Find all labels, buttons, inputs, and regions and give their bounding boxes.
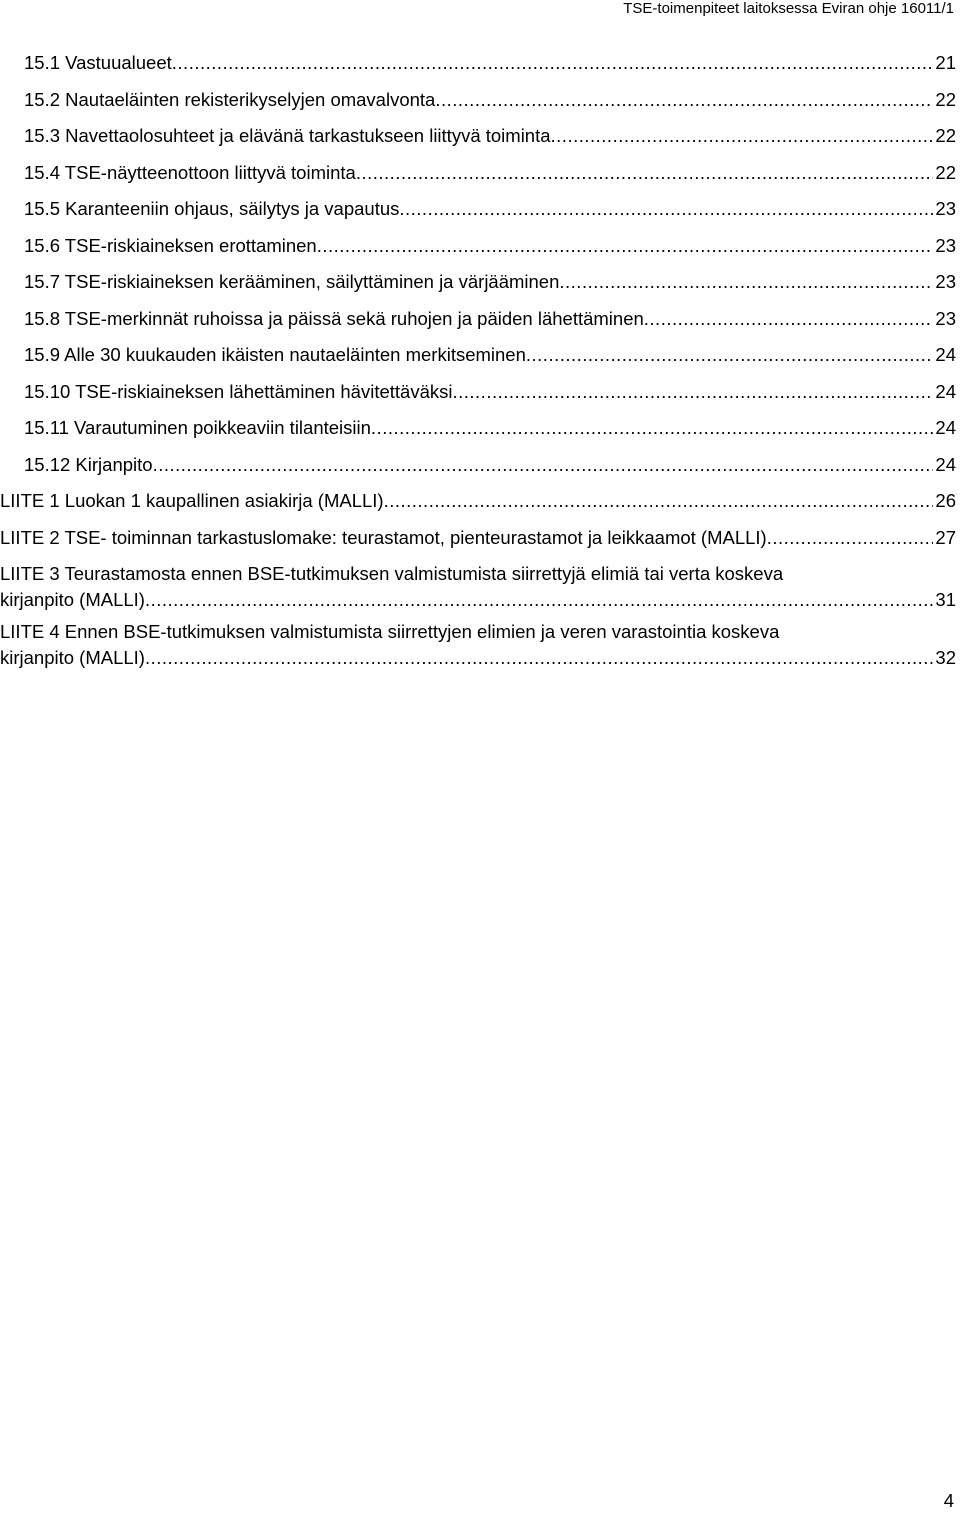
toc-entry-page: 32: [935, 647, 956, 668]
dot-leader: [145, 645, 933, 671]
toc-entry-title-line2: kirjanpito (MALLI): [0, 647, 145, 668]
dot-leader: [145, 587, 933, 613]
toc-entry-title: 15.11 Varautuminen poikkeaviin tilanteisiin: [24, 417, 371, 438]
toc-entry-page: 22: [935, 161, 956, 183]
toc-entry-title: 15.6 TSE-riskiaineksen erottaminen: [24, 234, 317, 256]
toc-entry-title: 15.2 Nautaeläinten rekisterikyselyjen omavalvonta: [24, 88, 436, 110]
toc-entry[interactable]: [0, 415, 956, 452]
toc-entry-title: 15.5 Karanteeniin ohjaus, säilytys ja vapautus: [24, 198, 400, 219]
toc-entry-page: 21: [935, 52, 956, 73]
toc-entry[interactable]: [0, 123, 956, 160]
toc-entry-title: 15.12 Kirjanpito: [24, 453, 153, 475]
dot-leader: [452, 379, 933, 405]
dot-leader: [172, 50, 934, 76]
toc-entry-page: 31: [935, 589, 956, 610]
toc-entry-title: 15.4 TSE-näytteenottoon liittyvä toiminta: [24, 161, 356, 183]
toc-entry-page: 24: [935, 417, 956, 438]
dot-leader: [767, 525, 934, 551]
toc-entry-title-line1: LIITE 4 Ennen BSE-tutkimuksen valmistumista siirrettyjen elimien ja veren varastointia koskeva: [0, 621, 780, 642]
toc-entry-title: 15.3 Navettaolosuhteet ja elävänä tarkastukseen liittyvä toiminta: [24, 125, 551, 146]
dot-leader: [526, 342, 934, 368]
dot-leader: [153, 452, 934, 478]
running-header: TSE-toimenpiteet laitoksessa Eviran ohje 16011/1: [623, 0, 954, 17]
toc-entry-title: LIITE 1 Luokan 1 kaupallinen asiakirja (MALLI): [0, 490, 384, 511]
toc-entry-page: 24: [935, 380, 956, 402]
toc-entry[interactable]: [0, 160, 956, 197]
toc-entry-page: 27: [935, 526, 956, 548]
toc-entry-page: 23: [935, 234, 956, 256]
toc-entry-page: 22: [935, 88, 956, 110]
toc-appendix-entry[interactable]: [0, 619, 956, 677]
dot-leader: [384, 488, 934, 514]
table-of-contents: [0, 50, 956, 677]
dot-leader: [435, 87, 933, 113]
toc-appendix-entry[interactable]: [0, 488, 956, 525]
toc-entry-page: 23: [935, 271, 956, 292]
dot-leader: [371, 415, 934, 441]
toc-entry-title: LIITE 2 TSE- toiminnan tarkastuslomake: teurastamot, pienteurastamot ja leikkaamot (MALLI): [0, 526, 767, 548]
toc-entry-title: 15.9 Alle 30 kuukauden ikäisten nautaeläinten merkitseminen: [24, 344, 526, 365]
toc-entry[interactable]: [0, 379, 956, 416]
toc-entry-page: 24: [935, 453, 956, 475]
dot-leader: [356, 160, 934, 186]
toc-entry[interactable]: [0, 233, 956, 270]
toc-entry[interactable]: [0, 269, 956, 306]
dot-leader: [644, 306, 934, 332]
toc-entry-page: 26: [935, 490, 956, 511]
toc-entry-title: 15.1 Vastuualueet: [24, 52, 172, 73]
dot-leader: [399, 196, 933, 222]
toc-entry[interactable]: [0, 50, 956, 87]
toc-entry[interactable]: [0, 87, 956, 124]
toc-entry-page: 22: [935, 125, 956, 146]
toc-entry-title: 15.7 TSE-riskiaineksen kerääminen, säilyttäminen ja värjääminen: [24, 271, 560, 292]
toc-entry-page: 23: [935, 198, 956, 219]
toc-entry[interactable]: [0, 196, 956, 233]
toc-appendix-entry[interactable]: [0, 561, 956, 619]
toc-entry-title: 15.8 TSE-merkinnät ruhoissa ja päissä sekä ruhojen ja päiden lähettäminen: [24, 307, 644, 329]
toc-entry[interactable]: [0, 342, 956, 379]
toc-entry-title: 15.10 TSE-riskiaineksen lähettäminen hävitettäväksi: [24, 380, 453, 402]
page-number: 4: [943, 1490, 954, 1511]
toc-appendix-entry[interactable]: [0, 525, 956, 562]
dot-leader: [551, 123, 934, 149]
toc-entry[interactable]: [0, 452, 956, 489]
toc-entry-page: 23: [935, 307, 956, 329]
toc-entry-page: 24: [935, 344, 956, 365]
toc-entry[interactable]: [0, 306, 956, 343]
toc-entry-title-line1: LIITE 3 Teurastamosta ennen BSE-tutkimuksen valmistumista siirrettyjä elimiä tai verta koskeva: [0, 563, 784, 584]
dot-leader: [317, 233, 934, 259]
dot-leader: [559, 269, 933, 295]
toc-entry-title-line2: kirjanpito (MALLI): [0, 589, 145, 610]
